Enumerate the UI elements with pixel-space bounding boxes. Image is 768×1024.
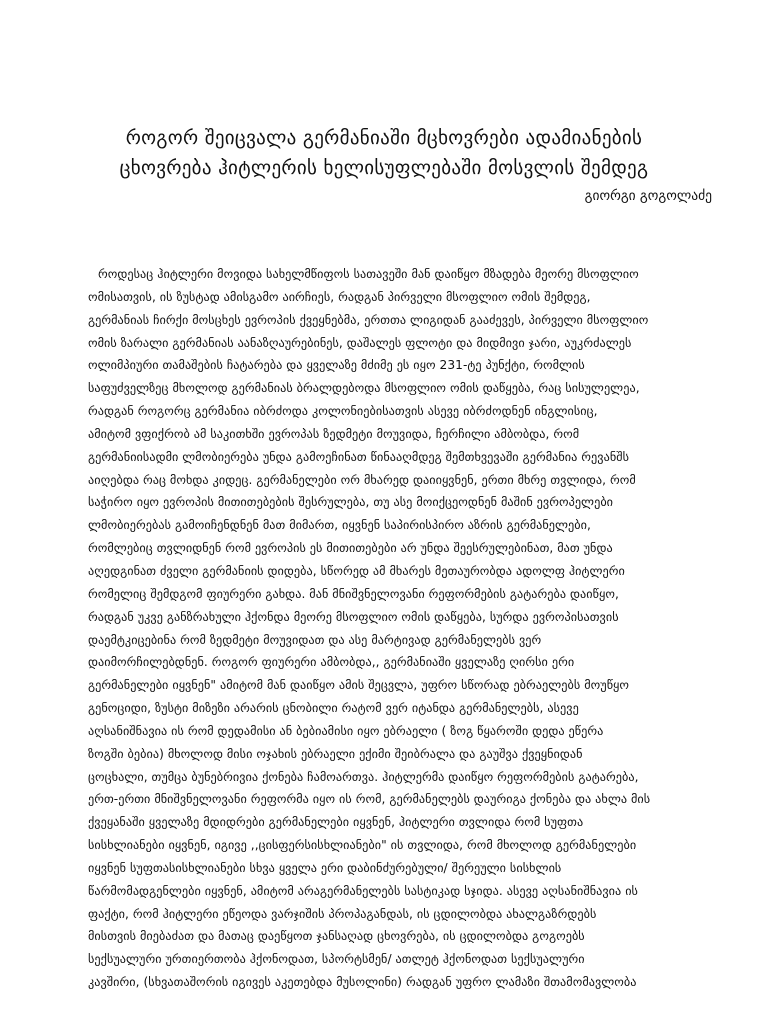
text-line: ამიტომ ვფიქრობ ამ საკითხში ევროპას ზედმეტი მოუვიდა, ჩერჩილი ამბობდა, რომ [88, 426, 580, 441]
author-name: გიორგი გოგოლაძე [584, 188, 712, 204]
text-line: ქვეყანაში ყველაზე მდიდრები გერმანელები იყვნენ, ჰიტლერი თვლიდა რომ სუფთა [88, 815, 584, 830]
text-line: აიღებდა რაც მოხდა კიდეც. გერმანელები ორ მხარედ დაიიყვნენ, ერთი მხრე თვლიდა, რომ [88, 472, 636, 487]
text-line: კავშირი, (სხვათაშორის იგივეს აკეთებდა მუსოლინი) რადგან უფრო ლამაზი შთამომავლობა [88, 975, 637, 990]
text-line: საჭირო იყო ევროპის მითითებების შესრულება, თუ ასე მოიქცეოდნენ მაშინ ევროპელები [88, 495, 614, 510]
text-line: ფაქტი, რომ ჰიტლერი ეწეოდა ვარჯიშის პროპაგანდას, ის ცდილობდა ახალგაზრდებს [88, 906, 597, 921]
text-line: ომის ზარალი გერმანიას აანაზღაურებინეს, დაშალეს ფლოტი და მიდმივი ჯარი, აუკრძალეს [88, 335, 632, 350]
text-line: ერთ-ერთი მნიშვნელოვანი რეფორმა იყო ის რომ, გერმანელებს დაურიგა ქონება და ახლა მის [88, 792, 651, 807]
text-line: დაიმორჩილებდნენ. როგორ ფიურერი ამბობდა,, გერმანიაში ყველაზე ღირსი ერი [88, 655, 575, 670]
text-line: რადგან უკვე განზრახული ჰქონდა მეორე მსოფლიო ომის დაწყება, სურდა ევროპისათვის [88, 609, 619, 624]
text-line: გერმანელები იყვნენ" ამიტომ მან დაიწყო ამის შეცვლა, უფრო სწორად ებრაელებს მოუწყო [88, 678, 630, 693]
document-title [60, 123, 708, 183]
text-line: ოლიმპიური თამაშების ჩატარება და ყველაზე მძიმე ეს იყო 231-ტე პუნქტი, რომლის [88, 358, 585, 373]
text-line: გერმანიისადმი ლმობიერება უნდა გამოეჩინათ წინააღმდეგ შემთხვევაში გერმანია რევანშს [88, 449, 630, 464]
text-line: მისთვის მიებაძათ და მათაც დაეწყოთ ჯანსაღად ცხოვრება, ის ცდილობდა გოგოებს [88, 929, 585, 944]
text-line: გენოციდი, ზუსტი მიზეზი არარის ცნობილი რატომ ვერ იტანდა გერმანელებს, ასევე [88, 701, 579, 716]
title-line-2: ცხოვრება ჰიტლერის ხელისუფლებაში მოსვლის შემდეგ [119, 157, 649, 179]
text-line: აღედგინათ ძველი გერმანიის დიდება, სწორედ ამ მხარეს მეთაურობდა ადოლფ ჰიტლერი [88, 563, 625, 578]
text-line: ომისათვის, ის ზუსტად ამისგამო აირჩიეს, რადგან პირველი მსოფლიო ომის შემდეგ, [88, 289, 591, 304]
text-line: საფუძველზეც მხოლოდ გერმანიას ბრალდებოდა მსოფლიო ომის დაწყება, რაც სისულელეა, [88, 381, 640, 396]
text-line: აღსანიშნავია ის რომ დედამისი ან ბებიამისი იყო ებრაელი ( ზოგ წყაროში დედა ეწერა [88, 723, 604, 738]
text-line: ზოგში ბებია) მხოლოდ მისი ოჯახის ებრაელი ექიმი შეიბრალა და გაუშვა ქვეყნიდან [88, 746, 583, 761]
text-line: როდესაც ჰიტლერი მოვიდა სახელმწიფოს სათავეში მან დაიწყო მზადება მეორე მსოფლიო [98, 267, 639, 281]
text-line: სექსუალური ურთიერთობა ჰქონოდათ, სპორტსმენ/ ათლეტ ჰქონოდათ სექსუალური [88, 952, 585, 967]
text-line: იყვნენ სუფთასისხლიანები სხვა ყველა ერი დაბინძურებული/ შერეული სისხლის [88, 860, 562, 875]
text-line: რომელიც შემდგომ ფიურერი გახდა. მან მნიშვნელოვანი რეფორმების გატარება დაიწყო, [88, 586, 619, 601]
text-line: გერმანიას ჩირქი მოსცხეს ევროპის ქვეყნებმა, ერთთა ლიგიდან გააძევეს, პირველი მსოფლიო [88, 312, 649, 327]
text-line: რომლებიც თვლიდნენ რომ ევროპის ეს მითითებები არ უნდა შეესრულებინათ, მათ უნდა [88, 541, 613, 556]
text-line: ლმობიერებას გამოიჩენდნენ მათ მიმართ, იყვნენ საპირისპირო აზრის გერმანელები, [88, 518, 591, 533]
body-paragraph [88, 263, 694, 994]
text-line: ცოცხალი, თუმცა ბუნებრივია ქონება ჩამოართვა. ჰიტლერმა დაიწყო რეფორმების გატარება, [88, 769, 639, 784]
text-line: წარმომადგენლები იყვნენ, ამიტომ არაგერმანელებს სასტიკად სჯიდა. ასევე აღსანიშნავია ის [88, 883, 638, 898]
text-line: სისხლიანები იყვნენ, იგივე ,,ცისფერსისხლიანები" ის თვლიდა, რომ მხოლოდ გერმანელები [88, 838, 637, 853]
text-line: დაემტკიცებინა რომ ზედმეტი მოუვიდათ და ასე მარტივად გერმანელებს ვერ [88, 632, 542, 647]
text-line: რადგან როგორც გერმანია იბრძოდა კოლონიებისათვის ასევე იბრძოდნენ ინგლისიც, [88, 404, 598, 419]
title-line-1: როგორ შეიცვალა გერმანიაში მცხოვრები ადამიანების [125, 127, 643, 149]
